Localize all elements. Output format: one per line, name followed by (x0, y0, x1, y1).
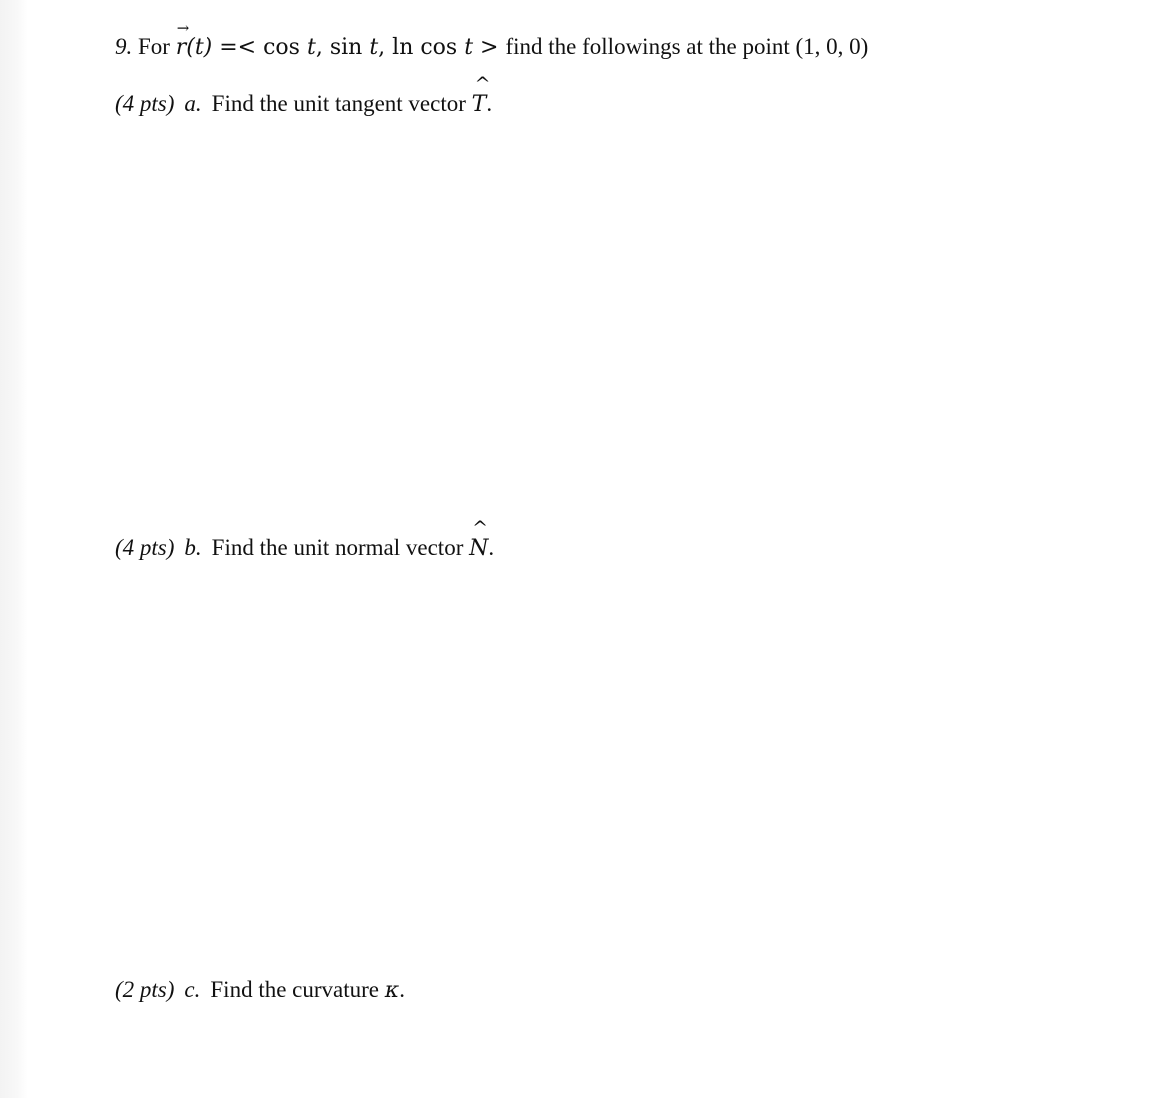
function-argument: (t) (186, 35, 213, 60)
r-vector (175, 19, 190, 63)
hat-icon: ^ (472, 517, 489, 539)
unit-normal-symbol (469, 517, 489, 564)
part-b-letter: b. (184, 535, 202, 560)
component2-var: t (369, 35, 379, 60)
part-b-line (115, 517, 495, 564)
equals-bracket: =< (212, 35, 264, 60)
vector-arrow-icon: → (176, 19, 190, 37)
question-suffix: find the followings at the point (1, 0, 0) (505, 34, 869, 59)
question-prefix: For (138, 34, 170, 59)
part-a-end: . (486, 91, 493, 116)
part-c-points: (2 pts) (115, 977, 175, 1002)
part-a-line (115, 73, 493, 120)
component3-var: t (464, 35, 474, 60)
unit-tangent-symbol (471, 73, 491, 120)
separator-1: , (315, 35, 330, 60)
part-a-points: (4 pts) (115, 91, 175, 116)
part-a-letter: a. (184, 91, 202, 116)
component3-fn: ln cos (392, 35, 458, 60)
part-a-text: Find the unit tangent vector (211, 91, 466, 116)
part-c-letter: c. (184, 977, 201, 1002)
part-c-text: Find the curvature (210, 977, 380, 1002)
hat-icon: ^ (474, 73, 491, 95)
curvature-symbol: κ (384, 978, 400, 1003)
question-number: 9. (115, 34, 133, 59)
vector-function (175, 19, 506, 60)
separator-2: , (378, 35, 393, 60)
part-b-end: . (488, 535, 495, 560)
part-b-text: Find the unit normal vector (211, 535, 464, 560)
normal-letter: N (469, 536, 489, 561)
closing-bracket: > (473, 35, 506, 60)
page-edge-shadow (0, 0, 28, 1098)
part-b-points: (4 pts) (115, 535, 175, 560)
tangent-letter: T (471, 92, 487, 117)
question-line (115, 19, 869, 63)
r-symbol: r (175, 35, 187, 60)
component1-fn: cos (263, 35, 300, 60)
part-c-end: . (399, 977, 405, 1002)
part-c-line (115, 975, 405, 1006)
component2-fn: sin (329, 35, 363, 60)
component1-var: t (306, 35, 316, 60)
